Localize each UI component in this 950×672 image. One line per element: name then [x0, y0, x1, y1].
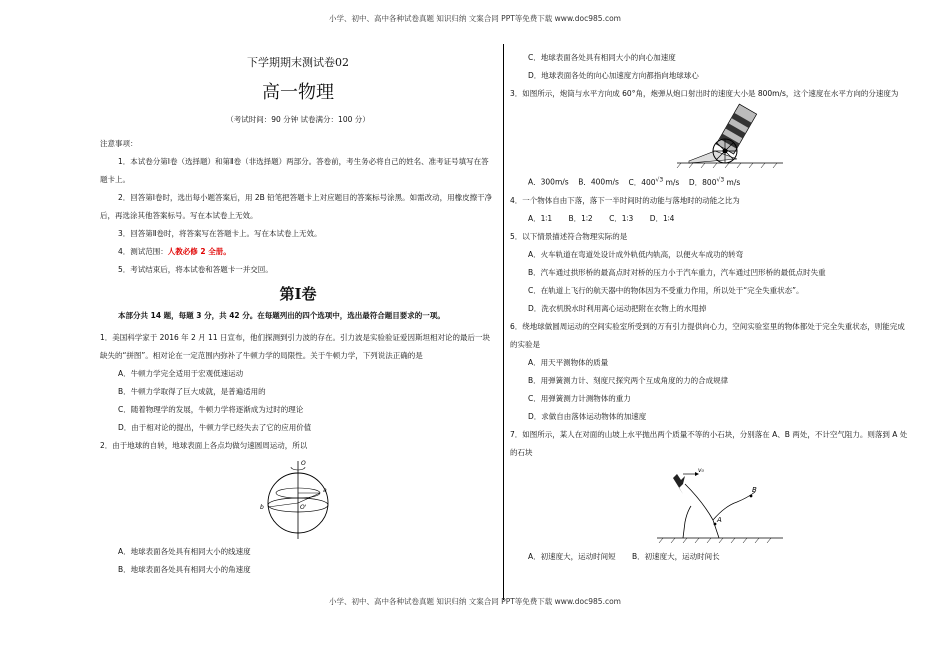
q6-option-d: D．求做自由落体运动物体的加速度	[528, 411, 647, 421]
q4-option-d: D．1∶4	[649, 213, 675, 223]
q2-option-d: D．地球表面各处的向心加速度方向都指向地球球心	[528, 71, 699, 80]
q3-option-b: B．400m/s	[578, 177, 619, 187]
q3-option-c-unit: m/s	[665, 177, 680, 187]
q6-stem: 6．绕地球做圆周运动的空间实验室所受到的万有引力提供向心力，空间实验室里的物体都处于完全失重状态，则能完成的实验是	[510, 321, 905, 349]
q3-option-c	[628, 178, 679, 187]
q3-option-c-value: C．400	[628, 177, 656, 187]
q3-option-d	[689, 178, 740, 187]
q3-options	[510, 171, 910, 192]
hillside-throw-figure	[655, 462, 785, 548]
q3-option-d-radicand: 3	[720, 176, 725, 183]
q2-option-c: C．地球表面各处具有相同大小的向心加速度	[528, 53, 676, 62]
page-footer: 小学、初中、高中各种试卷真题 知识归纳 文案合同 PPT等免费下载 www.doc985.com	[329, 597, 621, 606]
q4-options	[510, 210, 910, 228]
q3-option-d-unit: m/s	[726, 177, 741, 187]
q3-option-c-radical: √3	[655, 176, 664, 183]
q1-option-a: A．牛顿力学完全适用于宏观低速运动	[118, 369, 244, 378]
notes-heading: 注意事项：	[100, 139, 138, 148]
paper-subtitle: 下学期期末测试卷02	[247, 56, 349, 69]
left-column	[100, 45, 496, 579]
q3-option-d-radical: √3	[716, 176, 725, 183]
note-4-scope: 人教必修 2 全册。	[167, 247, 231, 256]
q1-option-b: B．牛顿力学取得了巨大成就，是普遍适用的	[118, 387, 266, 396]
q5-option-a: A．火车轨道在弯道处设计成外轨低内轨高，以便火车成功的转弯	[528, 249, 744, 259]
column-divider	[503, 44, 504, 600]
q7-option-b: B．初速度大，运动时间长	[632, 551, 720, 561]
section-title: 第Ⅰ卷	[279, 285, 317, 303]
note-1: 1．本试卷分第Ⅰ卷（选择题）和第Ⅱ卷（非选择题）两部分。答卷前，考生务必将自己的姓名、准考证号填写在答题卡上。	[100, 157, 489, 184]
page-header: 小学、初中、高中各种试卷真题 知识归纳 文案合同 PPT等免费下载 www.doc985.com	[329, 14, 621, 23]
q3-option-a: A．300m/s	[528, 177, 569, 187]
note-4	[100, 243, 496, 261]
q7-options	[510, 548, 910, 566]
note-3: 3．回答第Ⅱ卷时，将答案写在答题卡上。写在本试卷上无效。	[118, 229, 322, 238]
q5-option-b: B．汽车通过拱形桥的最高点时对桥的压力小于汽车重力，汽车通过凹形桥的最低点时失重	[528, 267, 826, 277]
fig-label-a-point: A	[717, 515, 722, 524]
right-column	[510, 49, 910, 566]
q3-option-d-value: D．800	[688, 177, 717, 187]
q5-stem: 5．以下情景描述符合物理实际的是	[510, 231, 628, 241]
q6-option-c: C．用弹簧测力计测物体的重力	[528, 393, 631, 403]
q3-option-c-radicand: 3	[659, 176, 664, 183]
q4-stem: 4．一个物体自由下落，落下一半时间时的动能与落地时的动能之比为	[510, 195, 740, 205]
q3-stem: 3．如图所示，炮筒与水平方向成 60°角，炮弹从炮口射出时的速度大小是 800m/s，这个速度在水平方向的分速度为	[510, 89, 899, 98]
fig-label-o: O	[301, 460, 306, 467]
q4-option-b: B．1∶2	[568, 213, 593, 223]
q4-option-c: C．1∶3	[609, 213, 634, 223]
fig-label-b: b	[260, 504, 264, 511]
earth-rotation-figure	[253, 455, 343, 543]
fig-label-a: a	[323, 487, 327, 494]
section-instruction: 本部分共 14 题，每题 3 分，共 42 分。在每题列出的四个选项中，选出最符合题目要求的一项。	[118, 311, 445, 320]
note-4-prefix: 4．测试范围：	[118, 247, 168, 256]
q6-option-b: B．用弹簧测力计、刻度尺探究两个互成角度的力的合成规律	[528, 375, 729, 385]
q5-option-d: D．洗衣机脱水时利用离心运动把附在衣物上的水甩掉	[528, 303, 707, 313]
paper-title: 高一物理	[262, 82, 334, 103]
fig-label-v0: v₀	[698, 466, 704, 474]
q2-option-b: B．地球表面各处具有相同大小的角速度	[118, 565, 251, 574]
fig-label-center: O'	[300, 504, 307, 511]
q2-stem: 2．由于地球的自转，地球表面上各点均做匀速圆周运动，所以	[100, 441, 308, 450]
q7-option-a: A．初速度大，运动时间短	[528, 551, 616, 561]
q1-stem: 1．美国科学家于 2016 年 2 月 11 日宣布，他们探测到引力波的存在。引力波是实验验证爱因斯坦相对论的最后一块缺失的“拼图”。相对论在一定范围内弥补了牛顿力学的局限性。关于牛顿力学，下列说法正确的是	[100, 333, 490, 360]
note-2: 2．回答第Ⅰ卷时，选出每小题答案后，用 2B 铅笔把答题卡上对应题目的答案标号涂黑。如需改动，用橡皮擦干净后，再选涂其他答案标号。写在本试卷上无效。	[100, 193, 493, 220]
note-5: 5．考试结束后，将本试卷和答题卡一并交回。	[118, 265, 273, 274]
q5-option-c: C．在轨道上飞行的航天器中的物体因为不受重力作用，所以处于“完全失重状态”。	[528, 285, 804, 295]
q4-option-a: A．1∶1	[528, 213, 553, 223]
exam-info: （考试时间：90 分钟 试卷满分：100 分）	[226, 115, 370, 124]
q6-option-a: A．用天平测物体的质量	[528, 357, 609, 367]
q2-option-a: A．地球表面各处具有相同大小的线速度	[118, 547, 251, 556]
q1-option-d: D．由于相对论的提出，牛顿力学已经失去了它的应用价值	[118, 423, 312, 432]
q7-stem: 7．如图所示，某人在对面的山坡上水平抛出两个质量不等的小石块，分别落在 A、B 两处，不计空气阻力。则落到 A 处的石块	[510, 429, 908, 457]
q1-option-c: C．随着物理学的发展，牛顿力学将逐渐成为过时的理论	[118, 405, 304, 414]
cannon-figure	[675, 103, 785, 169]
fig-label-b-point: B	[752, 485, 757, 494]
